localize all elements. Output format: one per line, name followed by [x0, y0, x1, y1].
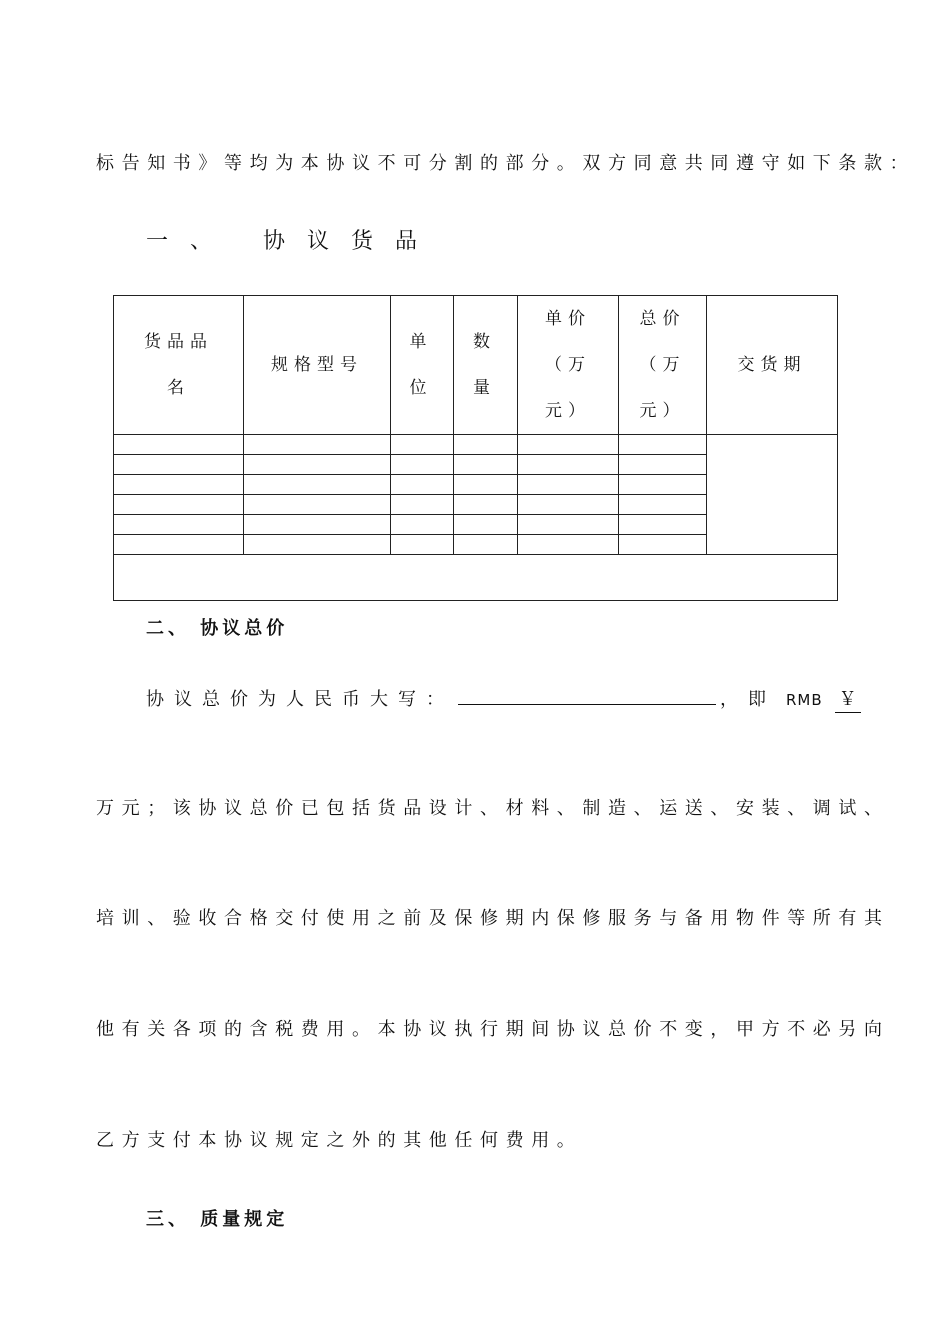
price-in-words-field[interactable]: [458, 686, 716, 705]
price-paragraph-line-4: 乙方支付本协议规定之外的其他任何费用。: [96, 1130, 583, 1151]
section-3-title: 三、 质量规定: [146, 1209, 289, 1230]
section-1-title: 一、 协议货品: [146, 229, 439, 254]
section-2-title: 二、 协议总价: [146, 618, 289, 639]
intro-line: 标告知书》等均为本协议不可分割的部分。双方同意共同遵守如下条款：: [96, 153, 916, 174]
table-footer-row: [114, 555, 838, 601]
header-unit: 单 位: [391, 296, 454, 435]
header-delivery: 交货期: [707, 296, 838, 435]
total-price-prefix: 协议总价为人民币大写：: [146, 689, 454, 710]
delivery-cell: [707, 435, 838, 555]
price-amount-field[interactable]: ￥: [835, 688, 861, 713]
total-price-line: [146, 686, 861, 713]
header-total-price: 总价 （万 元）: [619, 296, 707, 435]
currency-code: RMB: [786, 691, 823, 709]
price-paragraph-line-2: 培训、验收合格交付使用之前及保修期内保修服务与备用物件等所有其: [96, 908, 890, 929]
price-paragraph-line-1: 万元；该协议总价已包括货品设计、材料、制造、运送、安装、调试、: [96, 798, 890, 819]
header-quantity: 数 量: [454, 296, 518, 435]
table-footer-cell: [114, 555, 838, 601]
table-header-row: [114, 296, 838, 435]
price-paragraph-line-3: 他有关各项的含税费用。本协议执行期间协议总价不变，甲方不必另向: [96, 1019, 890, 1040]
goods-table: [113, 295, 838, 601]
header-unit-price: 单价 （万 元）: [518, 296, 619, 435]
table-row: [114, 435, 838, 455]
total-price-mid: ，即: [720, 689, 776, 710]
header-spec: 规格型号: [244, 296, 391, 435]
header-goods-name: 货品品 名: [114, 296, 244, 435]
